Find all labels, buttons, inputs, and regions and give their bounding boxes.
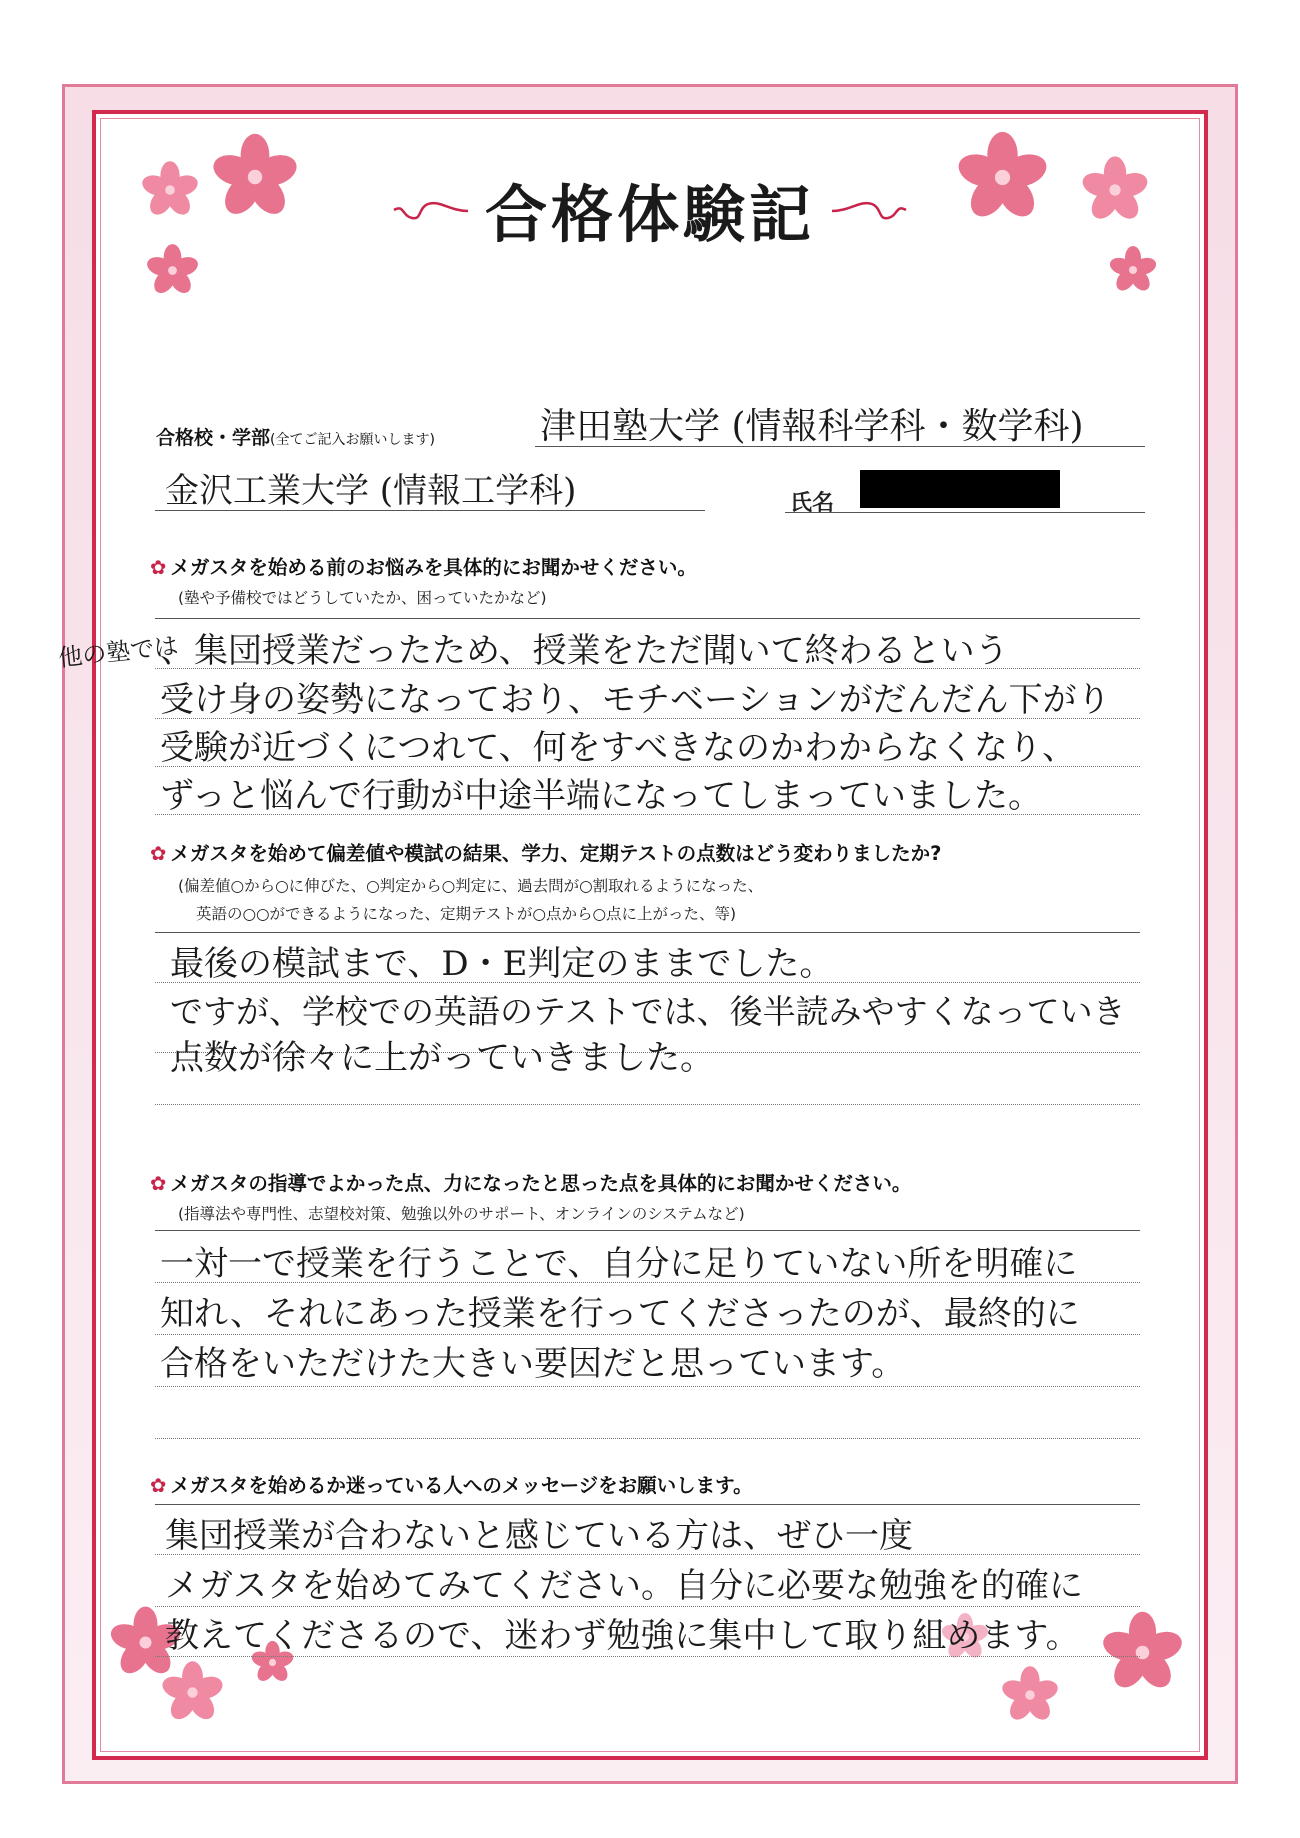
question-3 — [150, 1168, 911, 1196]
cherry-blossom-icon — [1000, 1665, 1060, 1725]
blossom-bullet-icon: ✿ — [150, 1172, 167, 1195]
school-line-1: 津田塾大学 (情報科学科・数学科) — [540, 406, 1084, 447]
answer-4-line-3: 教えてくださるので、迷わず勉強に集中して取り組めます。 — [165, 1616, 1080, 1656]
answer-rule — [155, 1334, 1140, 1335]
answer-3-line-2: 知れ、それにあった授業を行ってくださったのが、最終的に — [160, 1294, 1080, 1334]
answer-rule — [155, 1438, 1140, 1439]
cherry-blossom-icon — [160, 1660, 225, 1725]
answer-rule — [155, 668, 1140, 669]
answer-4-line-2: メガスタを始めてみてください。自分に必要な勉強を的確に — [165, 1566, 1083, 1606]
blossom-bullet-icon: ✿ — [150, 1474, 167, 1497]
question-1-text: メガスタを始める前のお悩みを具体的にお聞かせください。 — [170, 556, 697, 579]
question-2-text: メガスタを始めて偏差値や模試の結果、学力、定期テストの点数はどう変わりましたか? — [170, 842, 942, 865]
name-rule — [785, 512, 1145, 513]
answer-rule — [155, 982, 1140, 983]
name-label: 氏名 — [790, 491, 835, 516]
answer-rule — [155, 1656, 1140, 1657]
hint-2b: 英語の○○ができるようになった、定期テストが○点から○点に上がった、等) — [196, 905, 737, 923]
page-title: 合格体験記 — [484, 178, 815, 251]
answer-2-line-2: ですが、学校での英語のテストでは、後半読みやすくなっていき — [170, 992, 1126, 1031]
answer-rule — [155, 814, 1140, 815]
page-frame-inner — [100, 118, 1200, 1752]
question-4-text: メガスタを始めるか迷っている人へのメッセージをお願いします。 — [170, 1474, 753, 1497]
school-rule-2 — [155, 510, 705, 511]
school-rule-1 — [535, 446, 1145, 447]
answer-4-line-1: 集団授業が合わないと感じている方は、ぜひ一度 — [165, 1516, 913, 1556]
school-label-group — [156, 423, 435, 450]
question-1 — [150, 552, 697, 580]
school-line-2: 金沢工業大学 (情報工学科) — [165, 471, 577, 511]
hint-1: (塾や予備校ではどうしていたか、困っていたかなど) — [178, 589, 547, 607]
answer-1-line-1: 、集団授業だったため、授業をただ聞いて終わるという — [160, 631, 1009, 671]
answer-rule — [155, 766, 1140, 767]
cherry-blossom-icon — [1100, 1610, 1185, 1695]
answer-rule — [155, 932, 1140, 933]
answer-rule — [155, 1282, 1140, 1283]
hint-2a: (偏差値○から○に伸びた、○判定から○判定に、過去問が○割取れるようになった、 — [178, 877, 764, 895]
answer-3-line-1: 一対一で授業を行うことで、自分に足りていない所を明確に — [160, 1244, 1078, 1284]
answer-2-line-1: 最後の模試まで、D・E判定のままでした。 — [170, 944, 834, 984]
answer-rule — [155, 1504, 1140, 1505]
blossom-bullet-icon: ✿ — [150, 556, 167, 579]
blossom-bullet-icon: ✿ — [150, 842, 167, 865]
school-label: 合格校・学部 — [156, 427, 271, 449]
answer-rule — [155, 718, 1140, 719]
answer-rule — [155, 1104, 1140, 1105]
question-2 — [150, 838, 941, 866]
answer-1-line-4: ずっと悩んで行動が中途半端になってしまっていました。 — [160, 776, 1042, 816]
question-4 — [150, 1470, 753, 1498]
answer-rule — [155, 1606, 1140, 1607]
right-flourish-icon — [830, 196, 910, 226]
answer-rule — [155, 1554, 1140, 1555]
school-sublabel: (全てご記入お願いします) — [270, 432, 435, 448]
answer-1-line-3: 受験が近づくにつれて、何をすべきなのかわからなくなり、 — [160, 728, 1076, 768]
answer-rule — [155, 618, 1140, 619]
answer-3-line-3: 合格をいただけた大きい要因だと思っています。 — [160, 1344, 906, 1384]
margin-note: 他の塾では — [57, 631, 180, 673]
name-redaction — [860, 470, 1060, 508]
title-wrapper — [0, 165, 1300, 254]
answer-1-line-2: 受け身の姿勢になっており、モチベーションがだんだん下がり — [160, 680, 1111, 720]
answer-rule — [155, 1386, 1140, 1387]
question-3-text: メガスタの指導でよかった点、力になったと思った点を具体的にお聞かせください。 — [170, 1172, 912, 1195]
answer-2-line-3: 点数が徐々に上がっていきました。 — [170, 1038, 714, 1078]
hint-3: (指導法や専門性、志望校対策、勉強以外のサポート、オンラインのシステムなど) — [178, 1205, 745, 1223]
answer-rule — [155, 1230, 1140, 1231]
